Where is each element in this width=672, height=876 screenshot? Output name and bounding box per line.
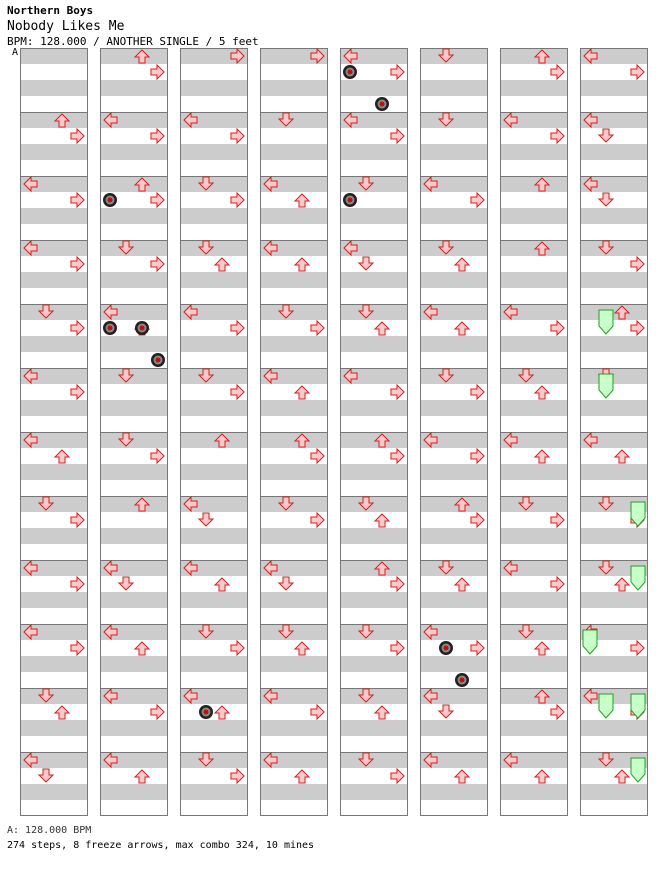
beat-stripe — [340, 560, 408, 576]
beat-stripe — [580, 464, 648, 480]
beat-stripe — [340, 432, 408, 448]
mine-core — [156, 358, 161, 363]
beat-stripe — [580, 208, 648, 224]
beat-stripe — [260, 304, 328, 320]
arrow-up — [615, 770, 629, 783]
beat-stripe — [500, 464, 568, 480]
bpm-summary: A: 128.000 BPM — [7, 825, 92, 836]
beat-stripe — [500, 528, 568, 544]
arrow-up — [455, 322, 469, 335]
beat-stripe — [20, 688, 88, 704]
beat-stripe — [20, 592, 88, 608]
beat-stripe — [420, 272, 488, 288]
beat-stripe — [340, 624, 408, 640]
beat-stripe — [260, 144, 328, 160]
arrow-up — [295, 258, 309, 271]
beat-stripe — [260, 432, 328, 448]
song-info: BPM: 128.000 / ANOTHER SINGLE / 5 feet — [7, 35, 259, 48]
beat-stripe — [100, 240, 168, 256]
arrow-right — [551, 705, 564, 719]
beat-stripe — [500, 656, 568, 672]
beat-stripe — [100, 432, 168, 448]
beat-stripe — [180, 144, 248, 160]
arrow-right — [311, 513, 324, 527]
arrow-right — [471, 193, 484, 207]
arrow-right — [71, 257, 84, 271]
beat-stripe — [500, 48, 568, 64]
beat-stripe — [20, 304, 88, 320]
beat-stripe — [580, 400, 648, 416]
arrow-up — [615, 578, 629, 591]
arrow-up — [375, 514, 389, 527]
beat-stripe — [260, 80, 328, 96]
beat-stripe — [20, 464, 88, 480]
arrow-right — [391, 449, 404, 463]
arrow-right — [71, 321, 84, 335]
arrow-right — [391, 129, 404, 143]
beat-stripe — [100, 80, 168, 96]
beat-stripe — [100, 720, 168, 736]
arrow-right — [311, 705, 324, 719]
beat-stripe — [100, 656, 168, 672]
beat-stripe — [180, 336, 248, 352]
beat-stripe — [340, 464, 408, 480]
beat-stripe — [340, 400, 408, 416]
beat-stripe — [420, 400, 488, 416]
arrow-up — [455, 770, 469, 783]
arrow-right — [71, 193, 84, 207]
beat-stripe — [500, 208, 568, 224]
beat-stripe — [180, 592, 248, 608]
beat-stripe — [420, 720, 488, 736]
arrow-right — [631, 641, 644, 655]
arrow-right — [311, 321, 324, 335]
beat-stripe — [340, 208, 408, 224]
arrow-right — [391, 65, 404, 79]
beat-stripe — [420, 592, 488, 608]
arrow-up — [375, 706, 389, 719]
beat-stripe — [260, 656, 328, 672]
arrow-up — [295, 642, 309, 655]
beat-stripe — [580, 592, 648, 608]
beat-stripe — [100, 496, 168, 512]
arrow-right — [71, 385, 84, 399]
freeze-arrow — [599, 374, 613, 398]
beat-stripe — [180, 752, 248, 768]
step-stats: 274 steps, 8 freeze arrows, max combo 324, 10 mines — [7, 840, 315, 851]
arrow-up — [55, 706, 69, 719]
mine-core — [444, 646, 449, 651]
arrow-up — [375, 322, 389, 335]
arrow-right — [631, 65, 644, 79]
mine-core — [348, 198, 353, 203]
arrow-right — [391, 641, 404, 655]
arrow-right — [71, 129, 84, 143]
arrow-right — [551, 321, 564, 335]
arrow-right — [231, 321, 244, 335]
beat-stripe — [340, 272, 408, 288]
beat-stripe — [180, 368, 248, 384]
beat-stripe — [420, 784, 488, 800]
beat-stripe — [340, 784, 408, 800]
beat-stripe — [180, 432, 248, 448]
beat-stripe — [180, 208, 248, 224]
beat-stripe — [500, 720, 568, 736]
arrow-up — [535, 450, 549, 463]
freeze-arrow — [599, 310, 613, 334]
beat-stripe — [20, 656, 88, 672]
beat-stripe — [20, 496, 88, 512]
chart-column — [340, 48, 408, 816]
beat-stripe — [340, 592, 408, 608]
arrow-down — [39, 769, 53, 782]
beat-stripe — [420, 368, 488, 384]
beat-stripe — [180, 240, 248, 256]
beat-stripe — [340, 496, 408, 512]
beat-stripe — [500, 368, 568, 384]
beat-stripe — [20, 784, 88, 800]
beat-stripe — [500, 688, 568, 704]
beat-stripe — [20, 528, 88, 544]
chart-column — [20, 48, 88, 816]
beat-stripe — [500, 496, 568, 512]
beat-stripe — [180, 624, 248, 640]
beat-stripe — [100, 400, 168, 416]
beat-stripe — [260, 336, 328, 352]
beat-stripe — [580, 240, 648, 256]
beat-stripe — [580, 272, 648, 288]
beat-stripe — [180, 528, 248, 544]
beat-stripe — [180, 80, 248, 96]
beat-stripe — [420, 336, 488, 352]
arrow-right — [71, 513, 84, 527]
beat-stripe — [580, 304, 648, 320]
arrow-right — [631, 257, 644, 271]
beat-stripe — [100, 272, 168, 288]
arrow-up — [535, 642, 549, 655]
beat-stripe — [100, 144, 168, 160]
arrow-right — [551, 577, 564, 591]
beat-stripe — [180, 400, 248, 416]
beat-stripe — [180, 784, 248, 800]
arrow-right — [311, 449, 324, 463]
beat-stripe — [180, 176, 248, 192]
mine-core — [108, 326, 113, 331]
beat-stripe — [260, 528, 328, 544]
beat-stripe — [260, 496, 328, 512]
beat-stripe — [340, 752, 408, 768]
beat-stripe — [20, 272, 88, 288]
mine-core — [204, 710, 209, 715]
beat-stripe — [100, 208, 168, 224]
beat-stripe — [340, 528, 408, 544]
arrow-right — [151, 449, 164, 463]
beat-stripe — [340, 336, 408, 352]
freeze-arrow — [631, 758, 645, 782]
beat-stripe — [420, 560, 488, 576]
beat-stripe — [340, 656, 408, 672]
mine-core — [140, 326, 145, 331]
beat-stripe — [100, 592, 168, 608]
beat-stripe — [20, 208, 88, 224]
arrow-up — [55, 450, 69, 463]
arrow-right — [391, 577, 404, 591]
beat-stripe — [260, 208, 328, 224]
beat-stripe — [340, 80, 408, 96]
arrow-up — [615, 450, 629, 463]
beat-stripe — [180, 720, 248, 736]
beat-stripe — [580, 720, 648, 736]
beat-stripe — [500, 592, 568, 608]
beat-stripe — [20, 336, 88, 352]
arrow-right — [471, 513, 484, 527]
beat-stripe — [260, 784, 328, 800]
mine-core — [460, 678, 465, 683]
beat-stripe — [580, 80, 648, 96]
beat-stripe — [420, 144, 488, 160]
beat-stripe — [340, 176, 408, 192]
beat-stripe — [420, 208, 488, 224]
arrow-right — [231, 769, 244, 783]
beat-stripe — [100, 48, 168, 64]
beat-stripe — [420, 240, 488, 256]
arrow-right — [391, 769, 404, 783]
arrow-right — [151, 129, 164, 143]
beat-stripe — [260, 112, 328, 128]
arrow-right — [231, 641, 244, 655]
beat-stripe — [260, 720, 328, 736]
beat-stripe — [420, 80, 488, 96]
arrow-right — [151, 257, 164, 271]
beat-stripe — [580, 368, 648, 384]
arrow-right — [71, 641, 84, 655]
beat-stripe — [180, 656, 248, 672]
beat-stripe — [260, 400, 328, 416]
arrow-up — [135, 770, 149, 783]
arrow-up — [455, 258, 469, 271]
beat-stripe — [580, 528, 648, 544]
beat-stripe — [580, 656, 648, 672]
beat-stripe — [260, 624, 328, 640]
beat-stripe — [100, 528, 168, 544]
freeze-arrow — [631, 566, 645, 590]
arrow-up — [215, 578, 229, 591]
beat-stripe — [180, 272, 248, 288]
beat-stripe — [420, 656, 488, 672]
arrow-up — [215, 706, 229, 719]
beat-stripe — [100, 336, 168, 352]
arrow-up — [295, 386, 309, 399]
beat-stripe — [20, 112, 88, 128]
beat-stripe — [500, 80, 568, 96]
beat-stripe — [100, 784, 168, 800]
beat-stripe — [180, 464, 248, 480]
mine-core — [348, 70, 353, 75]
beat-stripe — [500, 240, 568, 256]
beat-stripe — [260, 592, 328, 608]
freeze-arrow — [599, 694, 613, 718]
beat-stripe — [420, 48, 488, 64]
beat-stripe — [580, 336, 648, 352]
arrow-right — [151, 193, 164, 207]
beat-stripe — [340, 688, 408, 704]
beat-stripe — [340, 720, 408, 736]
beat-stripe — [420, 528, 488, 544]
beat-stripe — [260, 272, 328, 288]
beat-stripe — [500, 144, 568, 160]
beat-stripe — [20, 144, 88, 160]
arrow-down — [599, 193, 613, 206]
arrow-up — [295, 194, 309, 207]
mine-core — [380, 102, 385, 107]
beat-stripe — [340, 144, 408, 160]
arrow-up — [135, 642, 149, 655]
beat-stripe — [500, 176, 568, 192]
beat-stripe — [420, 464, 488, 480]
beat-stripe — [500, 784, 568, 800]
song-title: Nobody Likes Me — [7, 19, 125, 34]
arrow-right — [391, 385, 404, 399]
arrow-right — [71, 577, 84, 591]
arrow-right — [151, 65, 164, 79]
beat-stripe — [420, 496, 488, 512]
arrow-right — [231, 129, 244, 143]
arrow-up — [295, 770, 309, 783]
arrow-right — [151, 705, 164, 719]
beat-stripe — [20, 48, 88, 64]
arrow-up — [535, 386, 549, 399]
beat-stripe — [20, 720, 88, 736]
beat-stripe — [500, 336, 568, 352]
beat-stripe — [500, 400, 568, 416]
beat-stripe — [260, 464, 328, 480]
arrow-down — [119, 577, 133, 590]
beat-stripe — [100, 464, 168, 480]
song-artist: Northern Boys — [7, 4, 94, 17]
arrow-down — [439, 705, 453, 718]
arrow-up — [535, 770, 549, 783]
mine-core — [108, 198, 113, 203]
bpm-marker-label: A — [12, 47, 19, 58]
arrow-right — [551, 129, 564, 143]
beat-stripe — [420, 112, 488, 128]
beat-stripe — [100, 368, 168, 384]
arrow-right — [231, 193, 244, 207]
arrow-down — [599, 129, 613, 142]
beat-stripe — [500, 272, 568, 288]
arrow-right — [471, 449, 484, 463]
beat-stripe — [20, 80, 88, 96]
arrow-down — [199, 513, 213, 526]
arrow-right — [471, 385, 484, 399]
beat-stripe — [100, 176, 168, 192]
arrow-right — [551, 65, 564, 79]
arrow-right — [631, 321, 644, 335]
arrow-down — [359, 257, 373, 270]
arrow-up — [215, 258, 229, 271]
arrow-down — [279, 577, 293, 590]
freeze-arrow — [583, 630, 597, 654]
beat-stripe — [580, 784, 648, 800]
arrow-up — [455, 578, 469, 591]
beat-stripe — [20, 400, 88, 416]
beat-stripe — [340, 304, 408, 320]
arrow-right — [551, 513, 564, 527]
beat-stripe — [580, 144, 648, 160]
beat-stripe — [500, 624, 568, 640]
arrow-right — [231, 385, 244, 399]
arrow-right — [471, 641, 484, 655]
chart-column — [500, 48, 568, 816]
